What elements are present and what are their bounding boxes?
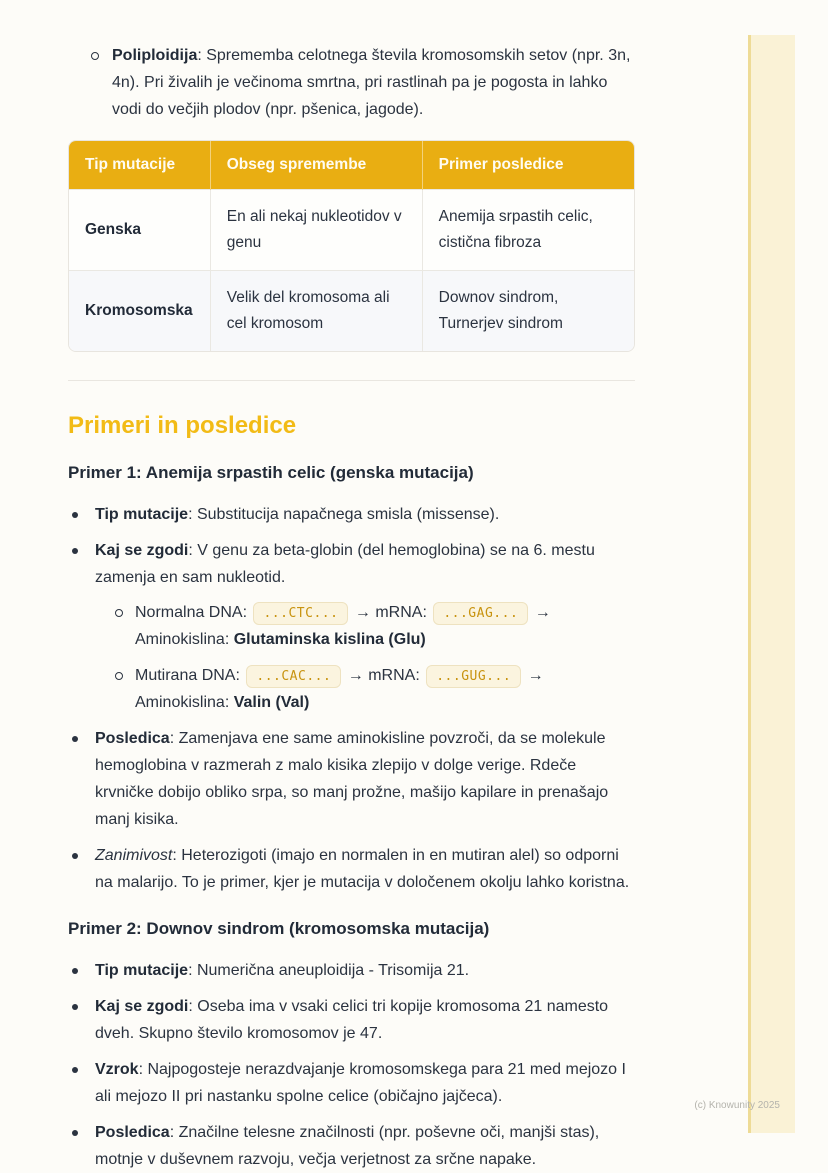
example1-heading: Primer 1: Anemija srpastih celic (genska mutacija) bbox=[68, 463, 474, 482]
bold-text: Vzrok bbox=[95, 1061, 139, 1078]
table-head bbox=[69, 141, 634, 190]
text: → mRNA: bbox=[343, 667, 425, 684]
disc-bullet-icon bbox=[72, 1067, 78, 1073]
bold-text: Glutaminska kislina (Glu) bbox=[233, 631, 426, 648]
disc-bullet-icon bbox=[72, 853, 78, 859]
text: : Substitucija napačnega smisla (missense). bbox=[188, 506, 500, 523]
list-item bbox=[115, 599, 635, 653]
example1-list bbox=[68, 501, 635, 896]
list-item-text bbox=[95, 542, 595, 586]
list-item bbox=[68, 42, 635, 123]
mutation-table-wrap bbox=[68, 140, 635, 352]
text: : Numerična aneuploidija - Trisomija 21. bbox=[188, 962, 470, 979]
section-divider bbox=[68, 380, 635, 381]
dna-code-chip: ...GUG... bbox=[426, 665, 521, 688]
bold-text: Tip mutacije bbox=[95, 962, 189, 979]
list-item bbox=[68, 993, 635, 1047]
document-content bbox=[68, 42, 635, 1173]
list-item bbox=[68, 725, 635, 833]
list-item bbox=[68, 501, 635, 528]
copyright-watermark: (c) Knowunity 2025 bbox=[694, 1100, 780, 1111]
text: : Zamenjava ene same aminokisline povzroči, da se molekule hemoglobina v razmerah z malo kisika zlepijo v dolge verige. Rdeče krvničke dobijo obliko srpa, so manj prožne, mašijo kapilare in prenašajo manj kisika. bbox=[95, 730, 609, 828]
table-cell: Anemija srpastih celic, cistična fibroza bbox=[422, 190, 634, 271]
dna-code-chip: ...CTC... bbox=[253, 602, 348, 625]
list-item-text bbox=[95, 506, 499, 523]
text: : Sprememba celotnega števila kromosomskih setov (npr. 3n, 4n). Pri živalih je večinoma smrtna, pri rastlinah pa je pogosta in lahko vodi do večjih plodov (npr. pšenica, jagode). bbox=[112, 47, 631, 118]
dna-code-chip: ...GAG... bbox=[433, 602, 528, 625]
sub-list bbox=[115, 599, 635, 716]
disc-bullet-icon bbox=[72, 968, 78, 974]
circle-bullet-icon bbox=[91, 52, 99, 60]
circle-bullet-icon bbox=[115, 609, 123, 617]
text: → mRNA: bbox=[350, 604, 432, 621]
list-item bbox=[68, 1056, 635, 1110]
disc-bullet-icon bbox=[72, 736, 78, 742]
list-item-text bbox=[95, 998, 608, 1042]
bold-text: Tip mutacije bbox=[95, 506, 189, 523]
list-item bbox=[68, 957, 635, 984]
list-item-text bbox=[135, 604, 551, 648]
disc-bullet-icon bbox=[72, 1130, 78, 1136]
list-item-text bbox=[95, 1124, 599, 1168]
list-item bbox=[68, 1119, 635, 1173]
dna-code-chip: ...CAC... bbox=[246, 665, 341, 688]
table-header-cell: Obseg spremembe bbox=[210, 141, 422, 190]
bold-text: Poliploidija bbox=[112, 47, 198, 64]
bold-text: Posledica bbox=[95, 1124, 170, 1141]
disc-bullet-icon bbox=[72, 512, 78, 518]
list-item-text bbox=[135, 667, 544, 711]
table-row bbox=[69, 190, 634, 271]
page-edge-accent-band bbox=[748, 35, 795, 1133]
example2-list bbox=[68, 957, 635, 1173]
list-item-text bbox=[95, 847, 629, 891]
mutation-table bbox=[69, 141, 634, 351]
list-item bbox=[68, 842, 635, 896]
list-item-text bbox=[95, 730, 608, 828]
disc-bullet-icon bbox=[72, 548, 78, 554]
text: → Aminokislina: bbox=[135, 604, 551, 648]
text: : Značilne telesne značilnosti (npr. poševne oči, manjši stas), motnje v duševnem razvoju, večja verjetnost za srčne napake. bbox=[95, 1124, 600, 1168]
table-body bbox=[69, 190, 634, 352]
list-item-text bbox=[95, 1061, 626, 1105]
table-header-cell: Primer posledice bbox=[422, 141, 634, 190]
circle-bullet-icon bbox=[115, 672, 123, 680]
table-cell: Velik del kromosoma ali cel kromosom bbox=[210, 271, 422, 352]
table-row-label-cell: Kromosomska bbox=[69, 271, 210, 352]
text: : V genu za beta-globin (del hemoglobina) se na 6. mestu zamenja en sam nukleotid. bbox=[95, 542, 595, 586]
table-cell: Downov sindrom, Turnerjev sindrom bbox=[422, 271, 634, 352]
list-item-text bbox=[95, 962, 469, 979]
bold-text: Kaj se zgodi bbox=[95, 542, 189, 559]
text: Mutirana DNA: bbox=[135, 667, 245, 684]
italic-text: Zanimivost bbox=[95, 847, 173, 864]
table-row-label-cell: Genska bbox=[69, 190, 210, 271]
bold-text: Kaj se zgodi bbox=[95, 998, 189, 1015]
list-item bbox=[115, 662, 635, 716]
section-title: Primeri in posledice bbox=[68, 412, 297, 439]
table-header-cell: Tip mutacije bbox=[69, 141, 210, 190]
text: Normalna DNA: bbox=[135, 604, 252, 621]
text: → Aminokislina: bbox=[135, 667, 544, 711]
example2-heading: Primer 2: Downov sindrom (kromosomska mutacija) bbox=[68, 919, 490, 938]
text: : Oseba ima v vsaki celici tri kopije kromosoma 21 namesto dveh. Skupno število kromosomov je 47. bbox=[95, 998, 609, 1042]
list-item bbox=[68, 537, 635, 716]
bold-text: Valin (Val) bbox=[233, 694, 310, 711]
text: : Najpogosteje nerazdvajanje kromosomskega para 21 med mejozo I ali mejozo II pri nastanku spolne celice (običajno jajčeca). bbox=[95, 1061, 626, 1105]
bold-text: Posledica bbox=[95, 730, 170, 747]
table-cell: En ali nekaj nukleotidov v genu bbox=[210, 190, 422, 271]
intro-list bbox=[68, 42, 635, 123]
list-item-text bbox=[112, 47, 630, 118]
table-row bbox=[69, 271, 634, 352]
table-header-row bbox=[69, 141, 634, 190]
disc-bullet-icon bbox=[72, 1004, 78, 1010]
text: : Heterozigoti (imajo en normalen in en mutiran alel) so odporni na malarijo. To je primer, kjer je mutacija v določenem okolju lahko koristna. bbox=[95, 847, 630, 891]
